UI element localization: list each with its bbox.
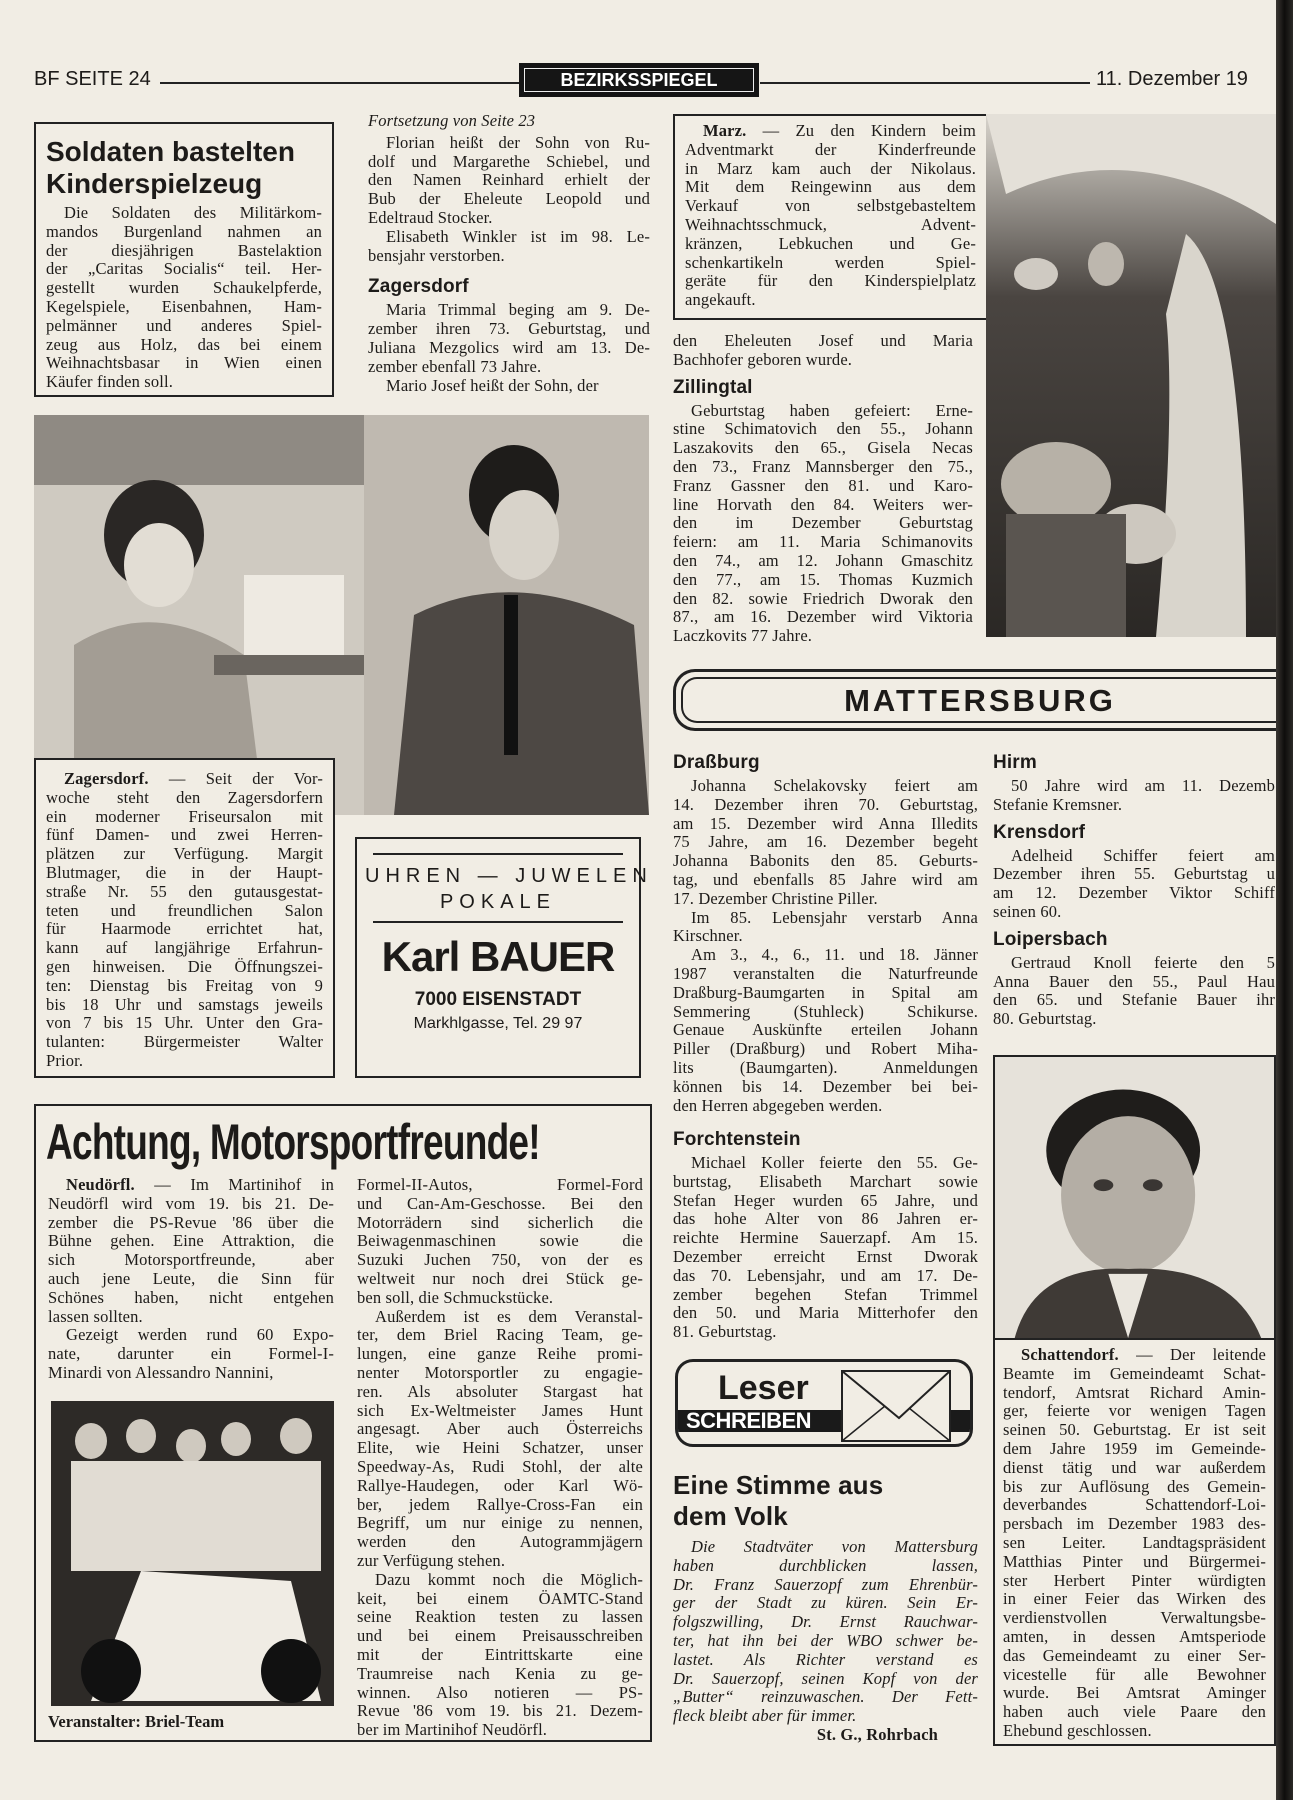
text-line: Anna Bauer den 55., Paul Hau	[993, 971, 1275, 991]
text-line: 1987 veranstalten die Naturfreunde	[673, 963, 978, 983]
text-line: pelmänner und anderes Spiel-	[46, 315, 322, 335]
text-line: deverbandes Schattendorf-Loi-	[1003, 1495, 1266, 1515]
text-line: Traumreise nach Kenia zu ge-	[357, 1663, 643, 1683]
text-line: seinen 50. Geburtstag. Er ist seit	[1003, 1420, 1266, 1440]
text-line: in Marz kam auch der Nikolaus.	[685, 158, 976, 178]
text-line: auch jene Leute, die Sinn für	[48, 1268, 334, 1288]
text-line: winnen. Also notieren — PS-	[357, 1682, 643, 1702]
text-line: verdienstvollen Verwaltungsbe-	[1003, 1608, 1266, 1628]
paragraph	[357, 1308, 643, 1571]
paragraph	[673, 946, 978, 1115]
text-line: Dr. Sauerzopf, seinen Kopf von der	[673, 1668, 978, 1688]
text-line: Laszakovits den 65., Gisela Necas	[673, 438, 973, 458]
text-line: den 82. sowie Friedrich Dworak den	[673, 588, 973, 608]
text-line: den 65. und Stefanie Bauer ihr	[993, 990, 1275, 1010]
paragraph	[368, 228, 650, 266]
text-line: in einer Feier das Wirken des	[1003, 1589, 1266, 1609]
text-line: den 50. und Maria Mitterhofer den	[673, 1303, 978, 1323]
text-line: Verkauf von selbstgebasteltem	[685, 196, 976, 216]
text-line: und Can-Am-Geschosse. Bei den	[357, 1193, 643, 1213]
text-line: ein moderner Friseursalon mit	[46, 806, 323, 826]
text-line: Stefanie Kremsner.	[993, 794, 1123, 814]
article-marz	[673, 114, 988, 320]
text-line: 75 Jahre, am 16. Dezember begeht	[673, 832, 978, 852]
text-line: Marz. — Zu den Kindern beim	[703, 121, 976, 140]
text-line: den Eheleuten Josef und Maria	[673, 331, 973, 350]
text-line: ster Herbert Pinter würdigten	[1003, 1570, 1266, 1590]
text-line: Motorrädern sind sicherlich die	[357, 1212, 643, 1232]
text-line: sich Motorsportfreunde, aber	[48, 1250, 334, 1270]
text-line: das 70. Lebensjahr, und am 17. De-	[673, 1265, 978, 1285]
text-line: ber im Martinihof Neudörfl.	[357, 1720, 548, 1740]
text-line: gen hinweisen. Die Öffnungszei-	[46, 956, 323, 976]
text-line: Im 85. Lebensjahr verstarb Anna	[691, 907, 978, 927]
paragraph	[673, 777, 978, 909]
caption-zagersdorf	[34, 758, 335, 1078]
text-line: Die Soldaten des Militärkom-	[64, 203, 322, 222]
text-line: der diesjährigen Bastelaktion	[46, 240, 322, 260]
advertisement-karl-bauer	[355, 837, 653, 1078]
text-line: Bub der Eheleute Leopold und	[368, 189, 650, 209]
text-line: Kirschner.	[673, 926, 743, 946]
text-line: Beamte im Gemeindeamt Schat-	[1003, 1363, 1266, 1383]
paragraph	[673, 402, 973, 646]
article-soldaten	[34, 122, 334, 397]
text-line: Weihnachtsschmuck, Advent-	[685, 214, 976, 234]
text-line: Edeltraud Stocker.	[368, 207, 493, 227]
text-line: das Gemeindeamt zu einer Ser-	[1003, 1645, 1266, 1665]
text-line: burtstag, Elisabeth Marchart sowie	[673, 1171, 978, 1191]
article-body	[357, 1176, 643, 1740]
section-heading: Hirm	[993, 752, 1037, 773]
photo-caption: Veranstalter: Briel-Team	[48, 1712, 225, 1731]
text-line: Mario Josef heißt der Sohn, der	[386, 375, 599, 395]
text-line: Kegelspiele, Eisenbahnen, Ham-	[46, 296, 322, 316]
text-line: den im Dezember Geburtstag	[673, 513, 973, 533]
text-line: ber, jedem Rallye-Cross-Fan ein	[357, 1494, 643, 1514]
text-line: tendorf, Amtsrat Richard Amin-	[1003, 1382, 1266, 1402]
text-line: Blutmager, die in der Haupt-	[46, 862, 323, 882]
dateline: Zagersdorf.	[64, 769, 149, 788]
text-line: Florian heißt der Sohn von Ru-	[386, 132, 650, 152]
text-line: Semmering (Stuhleck) Schikurse.	[673, 1001, 978, 1021]
text-line: Rallye-Haudegen, oder Karl Wö-	[357, 1475, 643, 1495]
text-line: 81. Geburtstag.	[673, 1322, 777, 1342]
section-heading: Zillingtal	[673, 376, 753, 398]
text-line: angesagt. Aber auch Österreichs	[357, 1419, 643, 1439]
text-line: Neudörfl. — Im Martinihof in	[66, 1175, 334, 1194]
paragraph	[673, 1154, 978, 1342]
article-body	[673, 402, 973, 646]
text-line: folgszwilling, Dr. Ernst Rauchwar-	[673, 1612, 978, 1632]
headline-line: Kinderspielzeug	[46, 168, 263, 199]
text-line: den 77., am 15. Thomas Kuzmich	[673, 569, 973, 589]
header-rule	[760, 82, 1090, 84]
text-line: sen Leiter. Landtagspräsident	[1003, 1532, 1266, 1552]
section-heading: Loipersbach	[993, 928, 1108, 950]
text-line: weltweit nur noch drei Stück ge-	[357, 1268, 643, 1288]
text-line: haben durchblicken lassen,	[673, 1555, 978, 1575]
caption-body	[1003, 1346, 1266, 1741]
text-line: lastet. Als Richter verstand es	[673, 1649, 978, 1669]
region-title: MATTERSBURG	[681, 677, 1277, 723]
photo-friseursalon	[34, 415, 649, 815]
letter-signature: St. G., Rohrbach	[816, 1724, 938, 1744]
headline-line: Soldaten bastelten	[46, 136, 295, 167]
text-line: Revue '86 vom 19. bis 21. Dezem-	[357, 1701, 643, 1721]
section-heading: Draßburg	[673, 752, 760, 773]
article-body	[993, 954, 1275, 1029]
text-line: plätzen zur Verfügung. Margit	[46, 844, 323, 864]
article-body-left	[48, 1176, 334, 1383]
text-line: line Horvath den 84. Weiters wer-	[673, 494, 973, 514]
text-line: den Herren abgegeben werden.	[673, 1095, 883, 1115]
paragraph	[368, 377, 650, 396]
text-line: können bis 14. Dezember bei bei-	[673, 1076, 978, 1096]
text-line: zember begehen Stefan Trimmel	[673, 1284, 978, 1304]
text-line: persbach im Dezember 1983 des-	[1003, 1514, 1266, 1534]
page-number: BF SEITE 24	[34, 68, 151, 90]
headline-line: dem Volk	[673, 1501, 788, 1531]
text-line: Franz Gassner den 81. und Karo-	[673, 475, 973, 495]
text-line: zember ihren 73. Geburtstag, und	[368, 319, 650, 339]
text-line: Juliana Mezgolics wird am 13. De-	[368, 337, 650, 357]
text-line: ren. Als absoluter Stargast hat	[357, 1381, 643, 1401]
article-forchtenstein	[673, 1122, 978, 1342]
text-line: Prior.	[46, 1050, 84, 1070]
text-line: gestellt wurden Schaukelpferde,	[46, 278, 322, 298]
text-line: für Haarmode errichtet hat,	[46, 919, 323, 939]
text-line: am 12. Dezember Viktor Schiff	[993, 883, 1275, 903]
text-line: zur Verfügung stehen.	[357, 1550, 506, 1570]
text-line: Außerdem ist es dem Veranstal-	[375, 1306, 643, 1326]
article-hirm-krensdorf-loipersbach	[993, 745, 1275, 1029]
ad-tagline: POKALE	[439, 891, 557, 913]
text-line: lassen sollten.	[48, 1306, 143, 1326]
text-line: ter, dem Briel Racing Team, ge-	[357, 1325, 643, 1345]
text-line: Zagersdorf. — Seit der Vor-	[64, 769, 323, 788]
text-line: den Namen Reinhard erhielt der	[368, 170, 650, 190]
text-line: woche steht den Zagersdorfern	[46, 787, 323, 807]
text-line: werden den Autogrammjägern	[357, 1532, 643, 1552]
text-line: bis zur Auflösung des Gemein-	[1003, 1476, 1266, 1496]
text-line: den 73., Franz Mannsberger den 75.,	[673, 456, 973, 476]
text-line: geräte für den Kinderspielplatz	[685, 271, 976, 291]
text-line: vicestelle für alle Bewohner	[1003, 1664, 1266, 1684]
text-line: amten, in dessen Amtsperiode	[1003, 1626, 1266, 1646]
caption-schattendorf	[993, 1338, 1276, 1746]
article-body	[46, 204, 322, 392]
paragraph	[993, 954, 1275, 1029]
article-continuation	[368, 112, 650, 395]
text-line: ten: Dienstag bis Freitag von 9	[46, 975, 323, 995]
text-line: von 7 bis 15 Uhr. Unter den Gra-	[46, 1013, 323, 1033]
logo-word-leser: Leser	[718, 1369, 809, 1407]
ad-city: 7000 EISENSTADT	[414, 989, 582, 1010]
text-line: ben soll, die Schmuckstücke.	[357, 1287, 554, 1307]
headline-line: Eine Stimme aus	[673, 1470, 884, 1500]
text-line: fleck bleibt aber für immer.	[673, 1706, 857, 1726]
text-line: kann auf langjährige Erfahrun-	[46, 938, 323, 958]
text-line: Johanna Babonits den 85. Geburts-	[673, 851, 978, 871]
text-line: Am 3., 4., 6., 11. und 18. Jänner	[691, 945, 978, 965]
text-line: keit, bei einem ÖAMTC-Stand	[357, 1588, 643, 1608]
text-line: der „Caritas Socialis“ teil. Her-	[46, 259, 322, 279]
text-line: und bei einem Preisausschreiben	[357, 1626, 643, 1646]
text-line: Dezember ihren 55. Geburtstag u	[993, 864, 1275, 884]
dateline: Schattendorf.	[1021, 1345, 1119, 1364]
article-body	[673, 777, 978, 1115]
text-line: 17. Dezember Christine Piller.	[673, 888, 878, 908]
text-line: Beiwagenmaschinen sowie die	[357, 1231, 643, 1251]
article-body	[673, 332, 973, 370]
continuation-note: Fortsetzung von Seite 23	[368, 111, 536, 130]
paragraph	[685, 122, 976, 310]
text-line: Elite, wie Heini Schatzer, unser	[357, 1438, 643, 1458]
text-line: Gezeigt werden rund 60 Expo-	[66, 1325, 334, 1345]
article-zillingtal	[673, 332, 973, 646]
photo-briel-team	[51, 1401, 334, 1706]
text-line: dienst tätig und war außerdem	[1003, 1457, 1266, 1477]
paragraph	[368, 134, 650, 228]
text-line: Matthias Pinter und Bürgermei-	[1003, 1551, 1266, 1571]
text-line: lits (Baumgarten). Anmeldungen	[673, 1057, 978, 1077]
text-line: den 74., am 12. Johann Gmaschitz	[673, 550, 973, 570]
header-rule	[160, 82, 520, 84]
ad-tagline: UHREN — JUWELEN	[365, 865, 653, 887]
paragraph	[48, 1176, 334, 1326]
headline: Achtung, Motorsportfreunde!	[46, 1114, 540, 1170]
text-line: Genaue Auskünfte erteilen Johann	[673, 1020, 978, 1040]
text-line: dolf und Margarethe Schiebel, und	[368, 151, 650, 171]
leser-schreiben-logo	[675, 1359, 973, 1447]
text-line: Michael Koller feierte den 55. Ge-	[691, 1153, 978, 1172]
text-line: wurde. Bei Amtsrat Aminger	[1003, 1683, 1266, 1703]
section-heading: Forchtenstein	[673, 1129, 801, 1150]
text-line: Draßburg-Baumgarten in Spital am	[673, 982, 978, 1002]
text-line: reichte Hermine Sauerzapf. Am 15.	[673, 1228, 978, 1248]
paragraph	[1003, 1346, 1266, 1741]
text-line: Stefan Heger wurden 65 Jahre, und	[673, 1190, 978, 1210]
dateline: Marz.	[703, 121, 747, 140]
text-line: Laczkovits 77 Jahre.	[673, 626, 813, 646]
issue-date: 11. Dezember 19	[1096, 68, 1248, 90]
article-motorsport	[34, 1104, 652, 1742]
text-line: 80. Geburtstag.	[993, 1009, 1097, 1029]
text-line: lungen, eine ganze Reihe promi-	[357, 1344, 643, 1364]
text-line: Elisabeth Winkler ist im 98. Le-	[386, 226, 650, 246]
paragraph	[993, 777, 1275, 815]
article-body-right	[357, 1176, 643, 1740]
text-line: Bachhofer geboren wurde.	[673, 349, 853, 369]
section-title: BEZIRKSSPIEGEL	[524, 68, 754, 92]
text-line: Maria Trimmal beging am 9. De-	[386, 300, 650, 320]
article-body	[673, 1154, 978, 1342]
text-line: tag, und ebenfalls 85 Jahre wird am	[673, 869, 978, 889]
paragraph	[46, 204, 322, 392]
paragraph	[673, 332, 973, 370]
text-line: nate, darunter ein Formel-I-	[48, 1344, 334, 1364]
text-line: Begriff, um nur einige zu nennen,	[357, 1513, 643, 1533]
text-line: seine Reaktion testen zu lassen	[357, 1607, 643, 1627]
text-line: Suzuki Juchen 750, von der es	[357, 1250, 643, 1270]
text-line: Minardi von Alessandro Nannini,	[48, 1362, 274, 1382]
text-line: Gertraud Knoll feierte den 5	[1011, 952, 1275, 972]
article-body	[48, 1176, 334, 1383]
article-body	[368, 301, 650, 395]
text-line: ger der Stadt zu küren. Sein Er-	[673, 1593, 978, 1613]
article-body	[685, 122, 976, 310]
text-line: Käufer finden soll.	[46, 372, 174, 392]
text-line: kränzen, Lebkuchen und Ge-	[685, 233, 976, 253]
text-line: Piller (Draßburg) und Robert Miha-	[673, 1039, 978, 1059]
text-line: ter, hat ihn bei der WBO schwer be-	[673, 1630, 978, 1650]
text-line: Schattendorf. — Der leitende	[1021, 1345, 1266, 1364]
paragraph	[673, 1538, 978, 1726]
text-line: dem Jahre 1959 im Gemeinde-	[1003, 1438, 1266, 1458]
text-line: ger, feierte vor wenigen Tagen	[1003, 1401, 1266, 1421]
paragraph	[357, 1571, 643, 1740]
text-line: Adelheid Schiffer feiert am	[1011, 845, 1275, 865]
text-line: seinen 60.	[993, 901, 1062, 921]
letter-body	[673, 1538, 978, 1726]
text-line: zeug aus Holz, das bei einem	[46, 334, 322, 354]
text-line: 87., am 16. Dezember wird Viktoria	[673, 607, 973, 627]
text-line: Dazu kommt noch die Möglich-	[375, 1569, 643, 1589]
text-line: angekauft.	[685, 290, 756, 310]
text-line: stine Schimatovich den 55., Johann	[673, 419, 973, 439]
logo-word-schreiben: SCHREIBEN	[686, 1408, 812, 1433]
text-line: straße Nr. 55 den gutausgestat-	[46, 881, 323, 901]
text-line: Johanna Schelakovsky feiert am	[691, 776, 978, 795]
photo-nikolaus	[986, 114, 1276, 637]
text-line: schenkartikeln werden Spiel-	[685, 252, 976, 272]
text-line: 50 Jahre wird am 11. Dezemb	[1011, 776, 1275, 795]
envelope-icon	[841, 1370, 951, 1442]
section-heading: Zagersdorf	[368, 276, 469, 298]
text-line: zember ebenfall 73 Jahre.	[368, 356, 542, 376]
text-line: nenter Motorsportler zu engagie-	[357, 1362, 643, 1382]
photo-portrait-aminger	[993, 1055, 1276, 1340]
page-binding-edge	[1276, 0, 1293, 1800]
text-line: sich Ex-Weltmeister James Hunt	[357, 1400, 643, 1420]
text-line: teten und freundlichen Salon	[46, 900, 323, 920]
article-drassburg	[673, 745, 978, 1115]
article-body	[993, 777, 1275, 815]
article-body	[993, 847, 1275, 922]
text-line: mit der Eintrittskarte eine	[357, 1644, 643, 1664]
paragraph	[48, 1326, 334, 1382]
section-heading: Krensdorf	[993, 821, 1086, 843]
text-line: feiern: am 11. Maria Schimanovits	[673, 532, 973, 552]
text-line: Neudörfl wird vom 19. bis 21. De-	[48, 1193, 334, 1213]
text-line: Mit dem Reingewinn aus dem	[685, 177, 976, 197]
text-line: 14. Dezember ihren 70. Geburtstag,	[673, 794, 978, 814]
caption-body	[46, 770, 323, 1071]
ad-business-name: Karl BAUER	[381, 933, 615, 980]
text-line: „Butter“ reinzuwaschen. Der Fett-	[673, 1687, 978, 1707]
text-line: bis 18 Uhr und samstags jeweils	[46, 994, 323, 1014]
text-line: Geburtstag haben gefeiert: Erne-	[691, 400, 973, 420]
text-line: tulanten: Bürgermeister Walter	[46, 1032, 323, 1052]
text-line: fünf Damen- und zwei Herren-	[46, 825, 323, 845]
paragraph	[993, 847, 1275, 922]
paragraph	[673, 909, 978, 947]
text-line: Adventmarkt der Kinderfreunde	[685, 139, 976, 159]
text-line: Schönes haben, nicht entgehen	[48, 1287, 334, 1307]
text-line: haben auch viele Paare den	[1003, 1702, 1266, 1722]
text-line: Speedway-As, Rudi Stohl, der alte	[357, 1456, 643, 1476]
text-line: bensjahr verstorben.	[368, 245, 505, 265]
text-line: Die Stadtväter von Mattersburg	[691, 1537, 978, 1556]
text-line: zember die PS-Revue '86 über die	[48, 1212, 334, 1232]
text-line: Weihnachtsbasar in Wien einen	[46, 353, 322, 373]
region-banner	[673, 669, 1277, 731]
paragraph	[46, 770, 323, 1071]
section-title-box	[520, 64, 758, 96]
text-line: mandos Burgenland nahmen an	[46, 221, 322, 241]
dateline: Neudörfl.	[66, 1175, 135, 1194]
article-body	[368, 134, 650, 266]
text-line: das hohe Alter von 86 Jahren er-	[673, 1209, 978, 1229]
paragraph	[357, 1176, 643, 1308]
text-line: Ehebund geschlossen.	[1003, 1720, 1152, 1740]
text-line: Bühne gehen. Eine Attraktion, die	[48, 1231, 334, 1251]
letter-to-editor	[673, 1470, 978, 1745]
text-line: Dezember erreicht Ernst Dworak	[673, 1246, 978, 1266]
text-line: Formel-II-Autos, Formel-Ford	[357, 1175, 643, 1194]
text-line: Dr. Franz Sauerzopf zum Ehrenbür-	[673, 1574, 978, 1594]
ad-address: Markhlgasse, Tel. 29 97	[413, 1015, 583, 1032]
paragraph	[368, 301, 650, 376]
text-line: am 15. Dezember wird Anna Illedits	[673, 813, 978, 833]
